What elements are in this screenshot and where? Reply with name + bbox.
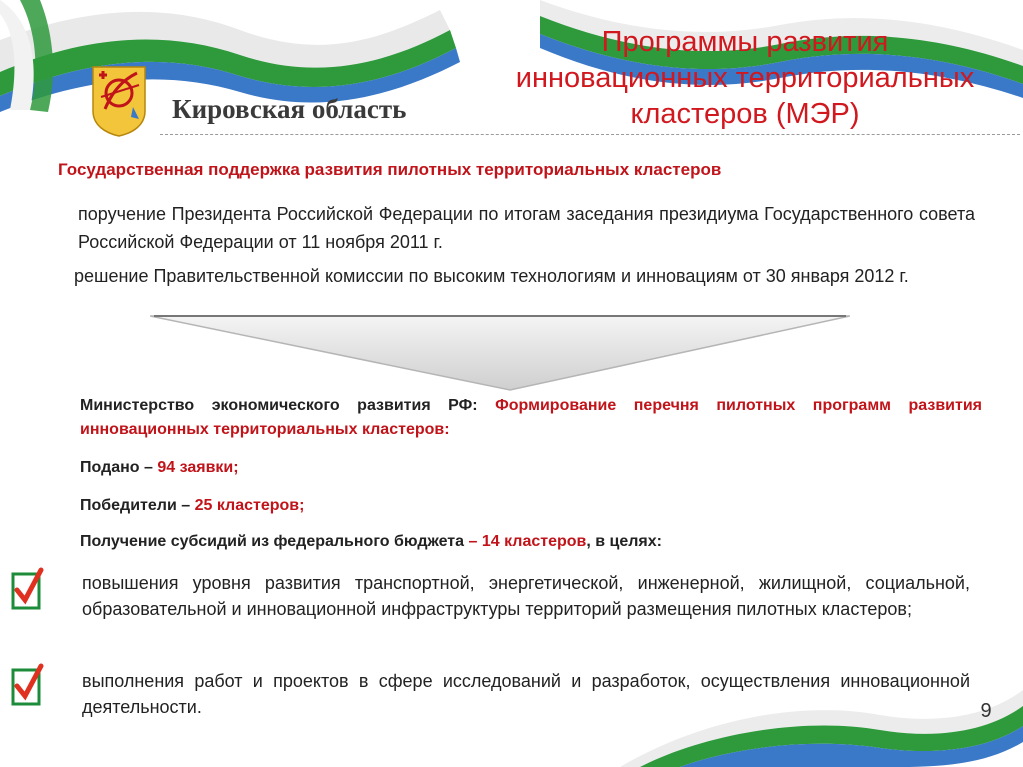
ministry-highlight: Формирование перечня пилотных программ развития инновационных территориальных кластеров: (80, 397, 982, 438)
basis-paragraph: поручение Президента Российской Федерации по итогам заседания президиума Государственного совета Российской Федерации от 11 ноября 2011 г. (78, 204, 975, 252)
header-divider (160, 134, 1020, 135)
winners-value: 25 кластеров; (194, 497, 305, 514)
subsidy-label: Получение субсидий из федерального бюджета (80, 533, 469, 550)
subsidy-suffix: , в целях: (586, 533, 662, 550)
region-name: Кировская область (172, 94, 407, 124)
slide-title-line: Программы развития (601, 26, 889, 58)
slide-title (470, 24, 1020, 132)
goal-item: повышения уровня развития транспортной, энергетической, инженерной, жилищной, социальной, образовательной и инновационной инфраструктуры территорий размещения пилотных кластеров; (82, 573, 970, 619)
page-number: 9 (980, 700, 992, 722)
goal-item: выполнения работ и проектов в сфере исследований и разработок, осуществления инновационной деятельности. (82, 671, 970, 717)
slide-title-line: кластеров (МЭР) (630, 98, 860, 130)
winners-label: Победители – (80, 497, 195, 514)
slide-title-line: инновационных территориальных (515, 62, 975, 94)
funnel-arrow-shape (150, 312, 850, 394)
winners-line (80, 494, 982, 518)
checkmark-icon (10, 566, 44, 612)
kirov-coat-of-arms-icon (89, 63, 149, 138)
basis-paragraph: решение Правительственной комиссии по высоким технологиям и инновациям от 30 января 2012 г. (74, 266, 909, 286)
applications-value: 94 заявки; (157, 459, 239, 476)
applications-line (80, 456, 982, 480)
ministry-statement (80, 394, 982, 442)
applications-label: Подано – (80, 459, 158, 476)
ministry-prefix: Министерство экономического развития РФ: (80, 397, 496, 414)
subsidy-value: – 14 кластеров (468, 533, 587, 550)
subsidy-line (80, 530, 982, 554)
section-subtitle: Государственная поддержка развития пилотных территориальных кластеров (58, 160, 722, 179)
checkmark-icon (10, 662, 44, 708)
